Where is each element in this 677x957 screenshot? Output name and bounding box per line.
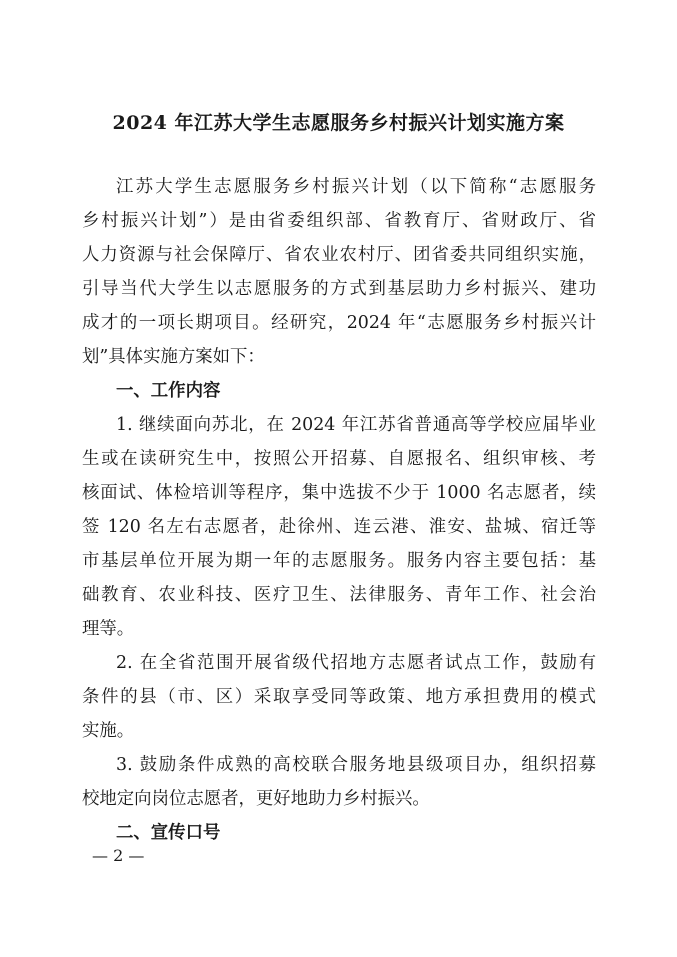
paragraph-line: 成才的一项长期项目。经研究，2024 年“志愿服务乡村振兴计 bbox=[82, 313, 596, 333]
section-heading: 二、宣传口号 bbox=[116, 823, 221, 843]
paragraph-line: 引导当代大学生以志愿服务的方式到基层助力乡村振兴、建功 bbox=[82, 279, 596, 299]
paragraph-line: 校地定向岗位志愿者，更好地助力乡村振兴。 bbox=[82, 789, 430, 809]
paragraph-line: 划”具体实施方案如下： bbox=[82, 347, 265, 367]
paragraph-line: 理等。 bbox=[82, 619, 135, 639]
paragraph-line: 条件的县（市、区）采取享受同等政策、地方承担费用的模式 bbox=[82, 687, 596, 707]
paragraph-line: 生或在读研究生中，按照公开招募、自愿报名、组织审核、考 bbox=[82, 449, 596, 469]
paragraph-line: 核面试、体检培训等程序，集中选拔不少于 1000 名志愿者，续 bbox=[82, 483, 596, 503]
document-body bbox=[82, 170, 596, 850]
paragraph-line: 1. 继续面向苏北，在 2024 年江苏省普通高等学校应届毕业 bbox=[116, 415, 596, 435]
paragraph-line: 乡村振兴计划”）是由省委组织部、省教育厅、省财政厅、省 bbox=[82, 211, 596, 231]
paragraph-line: 签 120 名左右志愿者，赴徐州、连云港、淮安、盐城、宿迁等 bbox=[82, 517, 596, 537]
paragraph-line: 江苏大学生志愿服务乡村振兴计划（以下简称“志愿服务 bbox=[116, 177, 596, 197]
paragraph-line: 2. 在全省范围开展省级代招地方志愿者试点工作，鼓励有 bbox=[116, 653, 596, 673]
document-title: 2024 年江苏大学生志愿服务乡村振兴计划实施方案 bbox=[112, 112, 565, 134]
section-heading: 一、工作内容 bbox=[116, 381, 221, 401]
paragraph-line: 市基层单位开展为期一年的志愿服务。服务内容主要包括：基 bbox=[82, 551, 596, 571]
paragraph-line: 实施。 bbox=[82, 721, 135, 741]
paragraph-line: 人力资源与社会保障厅、省农业农村厅、团省委共同组织实施， bbox=[82, 245, 596, 265]
page-number: — 2 — bbox=[92, 846, 145, 865]
paragraph-line: 3. 鼓励条件成熟的高校联合服务地县级项目办，组织招募 bbox=[116, 755, 596, 775]
paragraph-line: 础教育、农业科技、医疗卫生、法律服务、青年工作、社会治 bbox=[82, 585, 596, 605]
